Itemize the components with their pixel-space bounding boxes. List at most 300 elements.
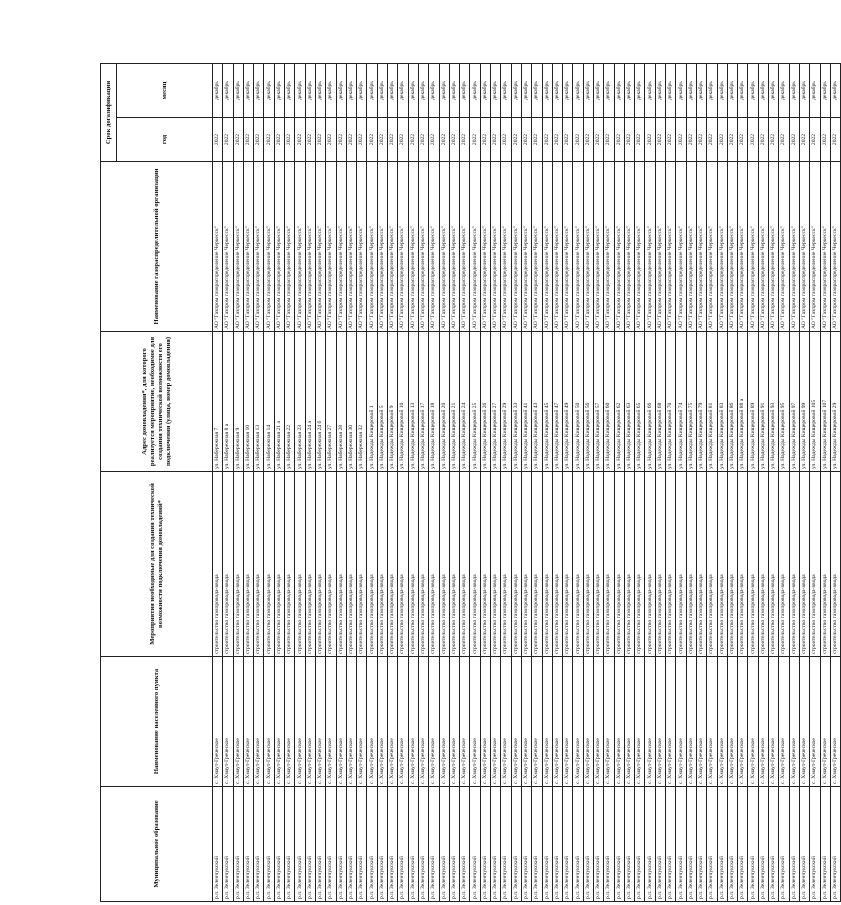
cell-measure: строительство газопровода-ввода [491,472,501,657]
cell-organization: АО "Газпром газораспределение Черкесск" [583,162,593,332]
table-row [532,64,542,902]
cell-municipality: р.п. Зеленчукский [645,787,655,902]
table-row [789,64,799,902]
header-settlement: Наименование населенного пункта [101,657,213,787]
cell-settlement: с. Хмаут-Греческое [624,657,634,787]
table-row [676,64,686,902]
table-row [758,64,768,902]
cell-measure: строительство газопровода-ввода [552,472,562,657]
table-row [542,64,552,902]
cell-municipality: р.п. Зеленчукский [593,787,603,902]
cell-settlement: с. Хмаут-Греческое [264,657,274,787]
header-address: Адрес домовладения*, для которого реализуется мероприятие, необходимое для создания технической возможности его подключения (улица, номер домовладения) [101,332,213,472]
cell-settlement: с. Хмаут-Греческое [388,657,398,787]
cell-municipality: р.п. Зеленчукский [624,787,634,902]
cell-measure: строительство газопровода-ввода [326,472,336,657]
table-row [367,64,377,902]
cell-year: 2022 [542,118,552,162]
rotated-table-wrapper [100,64,838,902]
cell-year: 2022 [799,118,809,162]
cell-settlement: с. Хмаут-Греческое [707,657,717,787]
table-row [398,64,408,902]
cell-settlement: с. Хмаут-Греческое [285,657,295,787]
cell-month: декабрь [223,64,233,118]
cell-settlement: с. Хмаут-Греческое [243,657,253,787]
cell-municipality: р.п. Зеленчукский [346,787,356,902]
cell-organization: АО "Газпром газораспределение Черкесск" [645,162,655,332]
cell-measure: строительство газопровода-ввода [655,472,665,657]
cell-municipality: р.п. Зеленчукский [820,787,830,902]
cell-organization: АО "Газпром газораспределение Черкесск" [480,162,490,332]
cell-address: ул. Надежды Кищеровой 70 [666,332,676,472]
cell-year: 2022 [491,118,501,162]
table-row [717,64,727,902]
cell-year: 2022 [449,118,459,162]
header-organization: Наименование газораспределительной организации [101,162,213,332]
cell-year: 2022 [521,118,531,162]
cell-organization: АО "Газпром газораспределение Черкесск" [439,162,449,332]
cell-measure: строительство газопровода-ввода [614,472,624,657]
cell-year: 2022 [377,118,387,162]
cell-settlement: с. Хмаут-Греческое [233,657,243,787]
cell-month: декабрь [501,64,511,118]
table-row [645,64,655,902]
cell-month: декабрь [593,64,603,118]
cell-settlement: с. Хмаут-Греческое [501,657,511,787]
cell-measure: строительство газопровода-ввода [645,472,655,657]
cell-address: ул. Надежды Кищеровой 86 [727,332,737,472]
cell-year: 2022 [254,118,264,162]
table-header [101,64,213,902]
cell-settlement: с. Хмаут-Греческое [583,657,593,787]
table-row [254,64,264,902]
cell-year: 2022 [439,118,449,162]
cell-month: декабрь [738,64,748,118]
table-row [439,64,449,902]
cell-address: ул. Набережная 28 [336,332,346,472]
cell-month: декабрь [696,64,706,118]
cell-address: ул. Надежды Кищеровой 10 [398,332,408,472]
cell-municipality: р.п. Зеленчукский [305,787,315,902]
cell-measure: строительство газопровода-ввода [676,472,686,657]
cell-month: декабрь [357,64,367,118]
cell-year: 2022 [501,118,511,162]
table-row [655,64,665,902]
cell-organization: АО "Газпром газораспределение Черкесск" [449,162,459,332]
cell-organization: АО "Газпром газораспределение Черкесск" [398,162,408,332]
cell-organization: АО "Газпром газораспределение Черкесск" [655,162,665,332]
cell-municipality: р.п. Зеленчукский [377,787,387,902]
cell-month: декабрь [326,64,336,118]
table-row [666,64,676,902]
cell-measure: строительство газопровода-ввода [563,472,573,657]
cell-organization: АО "Газпром газораспределение Черкесск" [820,162,830,332]
cell-month: декабрь [439,64,449,118]
cell-settlement: с. Хмаут-Греческое [789,657,799,787]
table-row [315,64,325,902]
cell-organization: АО "Газпром газораспределение Черкесск" [367,162,377,332]
table-row [501,64,511,902]
cell-municipality: р.п. Зеленчукский [449,787,459,902]
cell-address: ул. Надежды Кищеровой 43 [532,332,542,472]
cell-address: ул. Надежды Кищеровой 65 [635,332,645,472]
cell-settlement: с. Хмаут-Греческое [593,657,603,787]
cell-year: 2022 [696,118,706,162]
cell-month: декабрь [264,64,274,118]
cell-organization: АО "Газпром газораспределение Черкесск" [470,162,480,332]
cell-address: ул. Надежды Кищеровой 89 [748,332,758,472]
cell-measure: строительство газопровода-ввода [696,472,706,657]
cell-measure: строительство газопровода-ввода [624,472,634,657]
cell-organization: АО "Газпром газораспределение Черкесск" [769,162,779,332]
cell-municipality: р.п. Зеленчукский [264,787,274,902]
cell-organization: АО "Газпром газораспределение Черкесск" [532,162,542,332]
cell-municipality: р.п. Зеленчукский [727,787,737,902]
cell-measure: строительство газопровода-ввода [830,472,840,657]
cell-settlement: с. Хмаут-Греческое [738,657,748,787]
cell-year: 2022 [357,118,367,162]
cell-year: 2022 [552,118,562,162]
cell-measure: строительство газопровода-ввода [573,472,583,657]
cell-address: ул. Надежды Кищеровой 97 [789,332,799,472]
cell-month: декабрь [666,64,676,118]
table-row [552,64,562,902]
cell-municipality: р.п. Зеленчукский [367,787,377,902]
cell-settlement: с. Хмаут-Греческое [449,657,459,787]
cell-address: ул. Набережная 30 [346,332,356,472]
table-row [470,64,480,902]
table-row [830,64,840,902]
table-row [264,64,274,902]
cell-month: декабрь [254,64,264,118]
table-row [243,64,253,902]
cell-year: 2022 [326,118,336,162]
header-month: месяц [117,64,213,118]
cell-organization: АО "Газпром газораспределение Черкесск" [738,162,748,332]
cell-organization: АО "Газпром газораспределение Черкесск" [408,162,418,332]
cell-year: 2022 [315,118,325,162]
cell-measure: строительство газопровода-ввода [542,472,552,657]
cell-organization: АО "Газпром газораспределение Черкесск" [243,162,253,332]
header-year: год [117,118,213,162]
cell-measure: строительство газопровода-ввода [429,472,439,657]
cell-organization: АО "Газпром газораспределение Черкесск" [233,162,243,332]
cell-organization: АО "Газпром газораспределение Черкесск" [388,162,398,332]
table-row [408,64,418,902]
cell-address: ул. Набережная 13 [254,332,264,472]
cell-address: ул. Надежды Кищеровой 27 [491,332,501,472]
cell-year: 2022 [779,118,789,162]
cell-year: 2022 [295,118,305,162]
table-row [285,64,295,902]
cell-measure: строительство газопровода-ввода [686,472,696,657]
cell-year: 2022 [624,118,634,162]
cell-address: ул. Надежды Кищеровой 29 [501,332,511,472]
cell-settlement: с. Хмаут-Греческое [769,657,779,787]
cell-month: декабрь [336,64,346,118]
cell-municipality: р.п. Зеленчукский [799,787,809,902]
cell-organization: АО "Газпром газораспределение Черкесск" [727,162,737,332]
cell-address: ул. Надежды Кищеровой 63 [624,332,634,472]
cell-address: ул. Надежды Кищеровой 21 [449,332,459,472]
cell-address: ул. Надежды Кищеровой 49 [563,332,573,472]
cell-year: 2022 [213,118,223,162]
cell-month: декабрь [810,64,820,118]
cell-settlement: с. Хмаут-Греческое [614,657,624,787]
cell-organization: АО "Газпром газораспределение Черкесск" [223,162,233,332]
table-row [614,64,624,902]
cell-measure: строительство газопровода-ввода [274,472,284,657]
cell-measure: строительство газопровода-ввода [532,472,542,657]
table-row [604,64,614,902]
cell-address: ул. Набережная 21 а [274,332,284,472]
cell-year: 2022 [707,118,717,162]
table-row [511,64,521,902]
cell-organization: АО "Газпром газораспределение Черкесск" [213,162,223,332]
cell-address: ул. Надежды Кищеровой 33 [511,332,521,472]
cell-organization: АО "Газпром газораспределение Черкесск" [830,162,840,332]
cell-month: декабрь [243,64,253,118]
cell-month: декабрь [624,64,634,118]
cell-municipality: р.п. Зеленчукский [686,787,696,902]
cell-settlement: с. Хмаут-Греческое [346,657,356,787]
cell-settlement: с. Хмаут-Греческое [367,657,377,787]
cell-municipality: р.п. Зеленчукский [480,787,490,902]
cell-organization: АО "Газпром газораспределение Черкесск" [542,162,552,332]
cell-settlement: с. Хмаут-Греческое [645,657,655,787]
cell-organization: АО "Газпром газораспределение Черкесск" [573,162,583,332]
cell-measure: строительство газопровода-ввода [470,472,480,657]
cell-month: декабрь [563,64,573,118]
cell-measure: строительство газопровода-ввода [460,472,470,657]
cell-settlement: с. Хмаут-Греческое [542,657,552,787]
cell-measure: строительство газопровода-ввода [511,472,521,657]
cell-address: ул. Надежды Кищеровой 75 [686,332,696,472]
cell-year: 2022 [460,118,470,162]
cell-organization: АО "Газпром газораспределение Черкесск" [676,162,686,332]
cell-address: ул. Надежды Кищеровой 81 [707,332,717,472]
table-row [573,64,583,902]
table-row [686,64,696,902]
cell-municipality: р.п. Зеленчукский [336,787,346,902]
cell-year: 2022 [367,118,377,162]
table-row [305,64,315,902]
cell-address: ул. Надежды Кищеровой 62 [614,332,624,472]
cell-organization: АО "Газпром газораспределение Черкесск" [810,162,820,332]
cell-month: декабрь [213,64,223,118]
cell-address: ул. Надежды Кищеровой 18 [429,332,439,472]
table-row [707,64,717,902]
cell-address: ул. Набережная 10 [243,332,253,472]
cell-year: 2022 [563,118,573,162]
cell-month: декабрь [377,64,387,118]
cell-month: декабрь [295,64,305,118]
cell-year: 2022 [511,118,521,162]
cell-organization: АО "Газпром газораспределение Черкесск" [336,162,346,332]
cell-settlement: с. Хмаут-Греческое [429,657,439,787]
cell-address: ул. Надежды Кищеровой 13 [408,332,418,472]
cell-measure: строительство газопровода-ввода [583,472,593,657]
cell-year: 2022 [645,118,655,162]
cell-address: ул. Надежды Кищеровой 60 [604,332,614,472]
cell-settlement: с. Хмаут-Греческое [552,657,562,787]
cell-measure: строительство газопровода-ввода [717,472,727,657]
cell-measure: строительство газопровода-ввода [769,472,779,657]
cell-settlement: с. Хмаут-Греческое [758,657,768,787]
cell-measure: строительство газопровода-ввода [666,472,676,657]
cell-settlement: с. Хмаут-Греческое [491,657,501,787]
cell-settlement: с. Хмаут-Греческое [398,657,408,787]
cell-measure: строительство газопровода-ввода [367,472,377,657]
cell-settlement: с. Хмаут-Греческое [563,657,573,787]
cell-address: ул. Надежды Кищеровой 26 [480,332,490,472]
cell-year: 2022 [223,118,233,162]
cell-municipality: р.п. Зеленчукский [295,787,305,902]
cell-municipality: р.п. Зеленчукский [470,787,480,902]
cell-organization: АО "Газпром газораспределение Черкесск" [254,162,264,332]
cell-year: 2022 [429,118,439,162]
cell-organization: АО "Газпром газораспределение Черкесск" [563,162,573,332]
cell-month: декабрь [521,64,531,118]
table-row [377,64,387,902]
cell-organization: АО "Газпром газораспределение Черкесск" [460,162,470,332]
cell-settlement: с. Хмаут-Греческое [460,657,470,787]
cell-month: декабрь [542,64,552,118]
cell-month: декабрь [799,64,809,118]
cell-settlement: с. Хмаут-Греческое [686,657,696,787]
cell-measure: строительство газопровода-ввода [810,472,820,657]
cell-organization: АО "Газпром газораспределение Черкесск" [748,162,758,332]
cell-year: 2022 [274,118,284,162]
cell-settlement: с. Хмаут-Греческое [830,657,840,787]
cell-address: ул. Надежды Кищеровой 83 [717,332,727,472]
table-row [583,64,593,902]
cell-year: 2022 [336,118,346,162]
cell-settlement: с. Хмаут-Греческое [439,657,449,787]
cell-measure: строительство газопровода-ввода [408,472,418,657]
cell-address: ул. Надежды Кищеровой 56 [583,332,593,472]
cell-settlement: с. Хмаут-Греческое [480,657,490,787]
cell-organization: АО "Газпром газораспределение Черкесск" [686,162,696,332]
cell-month: декабрь [346,64,356,118]
cell-year: 2022 [789,118,799,162]
table-row [336,64,346,902]
cell-month: декабрь [727,64,737,118]
cell-organization: АО "Газпром газораспределение Черкесск" [635,162,645,332]
degasification-table [100,63,841,902]
cell-month: декабрь [707,64,717,118]
cell-year: 2022 [593,118,603,162]
cell-address: ул. Надежды Кищеровой 74 [676,332,686,472]
cell-settlement: с. Хмаут-Греческое [779,657,789,787]
cell-settlement: с. Хмаут-Греческое [377,657,387,787]
cell-year: 2022 [233,118,243,162]
table-row [635,64,645,902]
cell-measure: строительство газопровода-ввода [521,472,531,657]
cell-organization: АО "Газпром газораспределение Черкесск" [377,162,387,332]
cell-measure: строительство газопровода-ввода [295,472,305,657]
cell-measure: строительство газопровода-ввода [449,472,459,657]
cell-year: 2022 [738,118,748,162]
cell-settlement: с. Хмаут-Греческое [418,657,428,787]
cell-municipality: р.п. Зеленчукский [676,787,686,902]
cell-settlement: с. Хмаут-Греческое [326,657,336,787]
cell-address: ул. Надежды Кищеровой 41 [521,332,531,472]
cell-municipality: р.п. Зеленчукский [213,787,223,902]
cell-municipality: р.п. Зеленчукский [583,787,593,902]
cell-municipality: р.п. Зеленчукский [738,787,748,902]
cell-address: ул. Надежды Кищеровой 9 [388,332,398,472]
cell-measure: строительство газопровода-ввода [820,472,830,657]
cell-address: ул. Набережная 14 [264,332,274,472]
cell-month: декабрь [398,64,408,118]
cell-year: 2022 [305,118,315,162]
cell-address: ул. Надежды Кищеровой 47 [552,332,562,472]
cell-month: декабрь [779,64,789,118]
cell-organization: АО "Газпром газораспределение Черкесск" [429,162,439,332]
cell-month: декабрь [769,64,779,118]
cell-year: 2022 [758,118,768,162]
table-row [223,64,233,902]
cell-year: 2022 [398,118,408,162]
cell-organization: АО "Газпром газораспределение Черкесск" [717,162,727,332]
cell-municipality: р.п. Зеленчукский [769,787,779,902]
cell-year: 2022 [810,118,820,162]
cell-month: декабрь [388,64,398,118]
cell-organization: АО "Газпром газораспределение Черкесск" [779,162,789,332]
table-row [593,64,603,902]
table-row [779,64,789,902]
cell-measure: строительство газопровода-ввода [480,472,490,657]
table-row [418,64,428,902]
cell-municipality: р.п. Зеленчукский [707,787,717,902]
cell-municipality: р.п. Зеленчукский [326,787,336,902]
cell-municipality: р.п. Зеленчукский [717,787,727,902]
cell-organization: АО "Газпром газораспределение Черкесск" [552,162,562,332]
cell-month: декабрь [274,64,284,118]
cell-measure: строительство газопровода-ввода [501,472,511,657]
header-measures: Мероприятия необходимые для создания технической возможности подключения домовладений* [101,472,213,657]
cell-settlement: с. Хмаут-Греческое [274,657,284,787]
cell-month: декабрь [470,64,480,118]
cell-year: 2022 [676,118,686,162]
cell-organization: АО "Газпром газораспределение Черкесск" [758,162,768,332]
cell-measure: строительство газопровода-ввода [357,472,367,657]
cell-year: 2022 [408,118,418,162]
cell-municipality: р.п. Зеленчукский [511,787,521,902]
cell-settlement: с. Хмаут-Греческое [635,657,645,787]
cell-year: 2022 [285,118,295,162]
table-row [233,64,243,902]
cell-year: 2022 [388,118,398,162]
cell-address: ул. Надежды Кищеровой 107 [820,332,830,472]
cell-organization: АО "Газпром газораспределение Черкесск" [315,162,325,332]
cell-municipality: р.п. Зеленчукский [233,787,243,902]
cell-month: декабрь [429,64,439,118]
cell-municipality: р.п. Зеленчукский [274,787,284,902]
cell-address: ул. Надежды Кищеровой 17 [418,332,428,472]
table-row [213,64,223,902]
table-row [696,64,706,902]
cell-municipality: р.п. Зеленчукский [779,787,789,902]
cell-settlement: с. Хмаут-Греческое [305,657,315,787]
cell-month: декабрь [552,64,562,118]
cell-month: декабрь [655,64,665,118]
cell-month: декабрь [491,64,501,118]
cell-year: 2022 [769,118,779,162]
cell-municipality: р.п. Зеленчукский [655,787,665,902]
cell-measure: строительство газопровода-ввода [264,472,274,657]
